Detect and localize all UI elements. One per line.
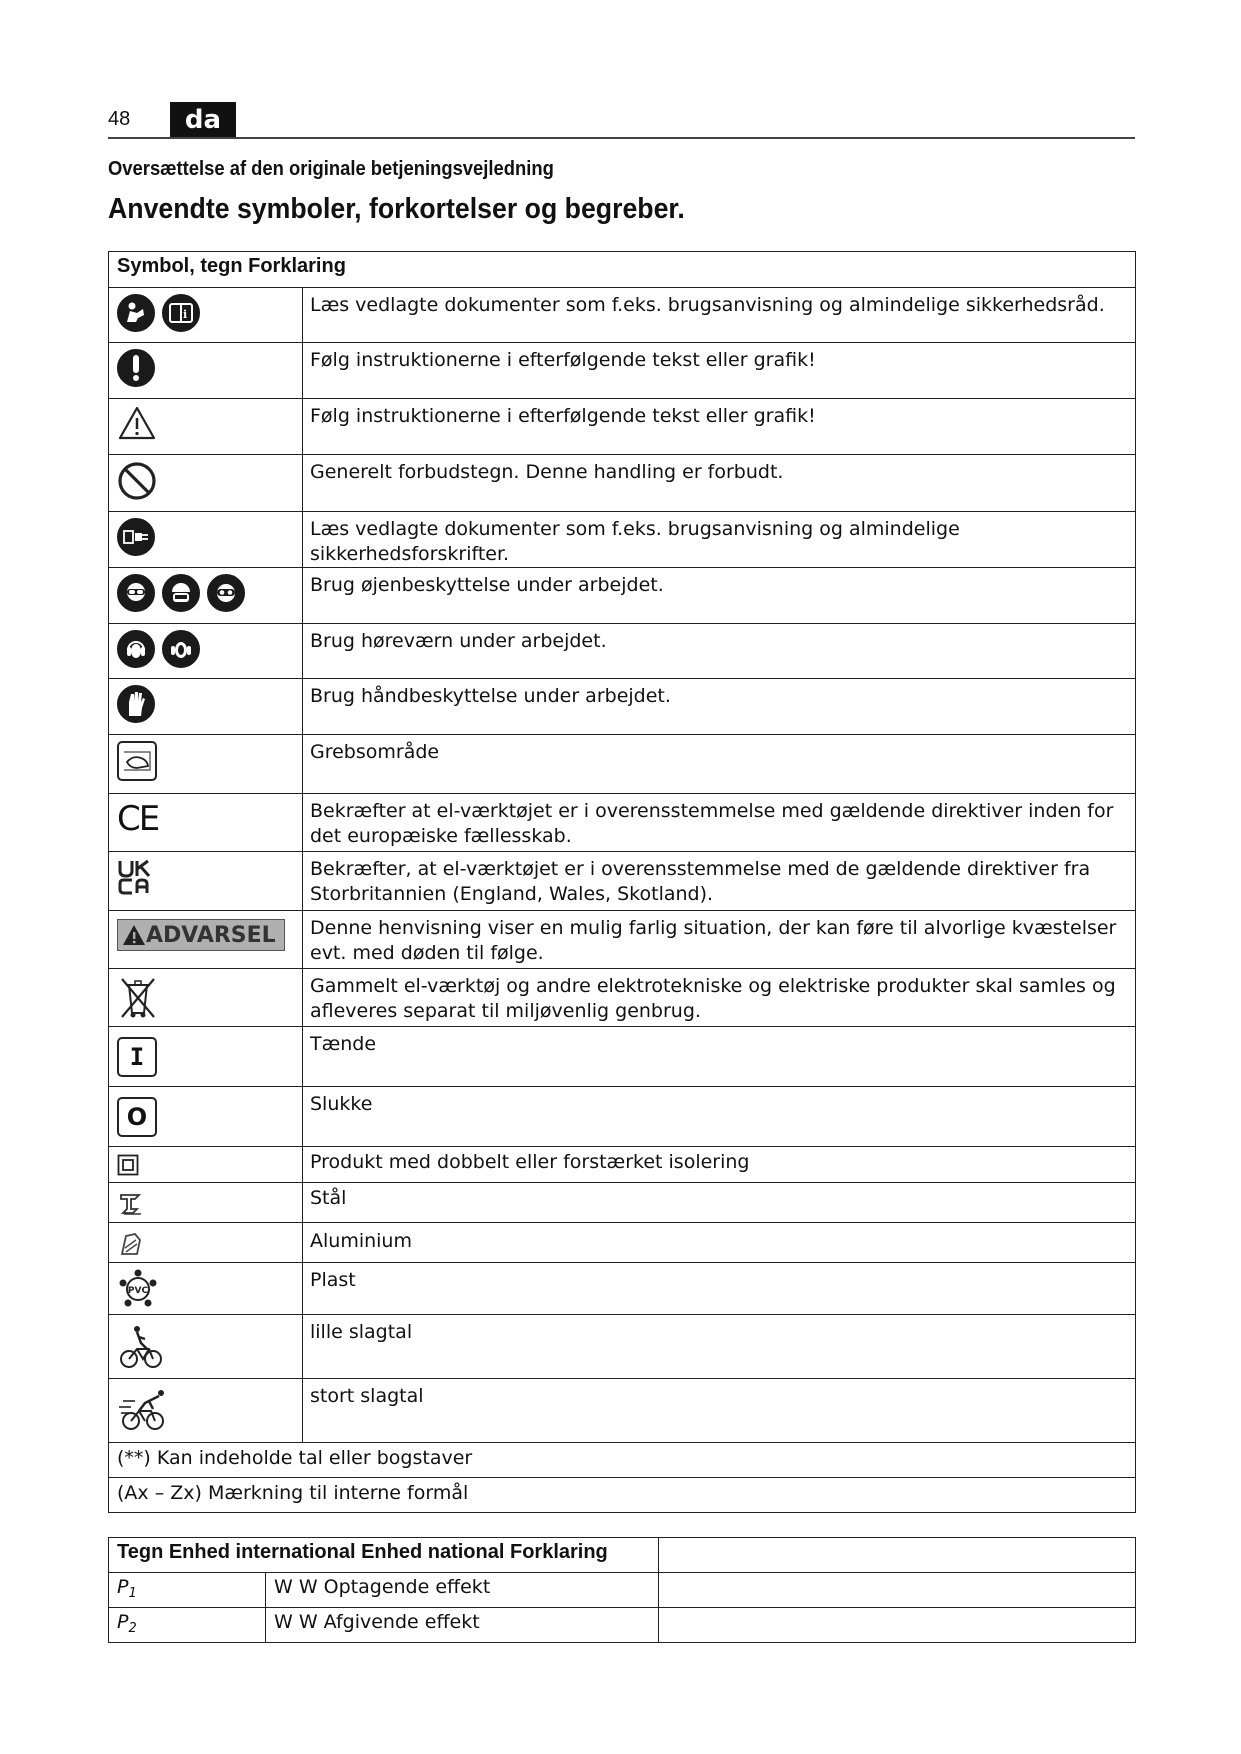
grip-area-icon bbox=[117, 741, 157, 781]
read-manual-book-icon bbox=[162, 294, 200, 332]
page-title: Anvendte symboler, forkortelser og begreber. bbox=[108, 193, 685, 225]
ukca-mark-icon bbox=[117, 858, 153, 896]
row-text: Følg instruktionerne i efterfølgende tekst eller grafik! bbox=[303, 343, 1136, 399]
steel-icon bbox=[117, 1190, 145, 1218]
power-off-icon: O bbox=[117, 1097, 157, 1137]
advarsel-label: ADVARSEL bbox=[146, 922, 276, 948]
row-text: Bekræfter at el-værktøjet er i overensstemmelse med gældende direktiver inden for det europæiske fællesskab. bbox=[303, 794, 1136, 852]
row-text: Brug øjenbeskyttelse under arbejdet. bbox=[303, 568, 1136, 624]
table-row bbox=[109, 1379, 1136, 1443]
table-row bbox=[109, 1087, 1136, 1147]
table-row bbox=[109, 1027, 1136, 1087]
units-table-header-cell: Tegn Enhed international Enhed national Forklaring bbox=[109, 1538, 659, 1573]
face-shield-icon bbox=[162, 574, 200, 612]
warning-triangle-small-icon bbox=[122, 924, 146, 946]
svg-text:i: i bbox=[183, 308, 188, 321]
table-row bbox=[109, 969, 1136, 1027]
safety-goggles-icon bbox=[207, 574, 245, 612]
table-row bbox=[109, 911, 1136, 969]
row-text: stort slagtal bbox=[303, 1379, 1136, 1443]
table-row bbox=[109, 399, 1136, 455]
power-on-icon: I bbox=[117, 1037, 157, 1077]
read-manual-person-icon bbox=[117, 294, 155, 332]
row-text: Aluminium bbox=[303, 1223, 1136, 1263]
symbols-table-header bbox=[109, 252, 1136, 288]
row-text: Læs vedlagte dokumenter som f.eks. brugsanvisning og almindelige sikkerhedsforskrifter. bbox=[303, 512, 1136, 568]
table-row bbox=[109, 624, 1136, 679]
hand-protection-icon bbox=[117, 685, 155, 723]
note-text: (Ax – Zx) Mærkning til interne formål bbox=[109, 1478, 1136, 1513]
page-number: 48 bbox=[108, 108, 131, 130]
unit-row-text: W W Optagende effekt bbox=[266, 1573, 659, 1608]
weee-bin-icon bbox=[117, 975, 159, 1019]
document-subtitle: Oversættelse af den originale betjeningsvejledning bbox=[108, 158, 554, 180]
unit-sign: $P_2$ bbox=[109, 1608, 266, 1643]
row-text: Brug høreværn under arbejdet. bbox=[303, 624, 1136, 679]
unit-sign: $P_1$ bbox=[109, 1573, 266, 1608]
symbols-table bbox=[108, 251, 1136, 1513]
row-text: Følg instruktionerne i efterfølgende tekst eller grafik! bbox=[303, 399, 1136, 455]
row-text: Gammelt el-værktøj og andre elektrotekniske og elektriske produkter skal samles og afleveres separat til miljøvenlig genbrug. bbox=[303, 969, 1136, 1027]
table-row bbox=[109, 455, 1136, 512]
prohibition-icon bbox=[117, 461, 157, 501]
row-text: Denne henvisning viser en mulig farlig situation, der kan føre til alvorlige kvæstelser evt. med døden til følge. bbox=[303, 911, 1136, 969]
table-row bbox=[109, 288, 1136, 343]
row-text: Brug håndbeskyttelse under arbejdet. bbox=[303, 679, 1136, 735]
row-text: Generelt forbudstegn. Denne handling er forbudt. bbox=[303, 455, 1136, 512]
ear-muffs-icon bbox=[117, 630, 155, 668]
table-row bbox=[109, 1573, 1136, 1608]
ce-mark-icon: CE bbox=[117, 799, 159, 839]
unplug-icon bbox=[117, 518, 155, 556]
low-speed-bike-icon bbox=[117, 1323, 165, 1371]
row-text: Stål bbox=[303, 1183, 1136, 1223]
mandatory-exclamation-icon bbox=[117, 349, 155, 387]
language-badge: da bbox=[170, 102, 236, 138]
row-text: Plast bbox=[303, 1263, 1136, 1315]
row-text: Grebsområde bbox=[303, 735, 1136, 794]
table-row bbox=[109, 679, 1136, 735]
table-row bbox=[109, 1315, 1136, 1379]
note-text: (**) Kan indeholde tal eller bogstaver bbox=[109, 1443, 1136, 1478]
table-row bbox=[109, 794, 1136, 852]
table-row bbox=[109, 1263, 1136, 1315]
row-text: Tænde bbox=[303, 1027, 1136, 1087]
table-row bbox=[109, 512, 1136, 568]
table-row bbox=[109, 568, 1136, 624]
table-row bbox=[109, 343, 1136, 399]
aluminium-icon bbox=[117, 1230, 145, 1258]
table-row bbox=[109, 1147, 1136, 1183]
unit-row-text: W W Afgivende effekt bbox=[266, 1608, 659, 1643]
symbols-table-header-cell: Symbol, tegn Forklaring bbox=[109, 252, 1136, 288]
warning-triangle-icon bbox=[117, 405, 157, 441]
row-text: Produkt med dobbelt eller forstærket isolering bbox=[303, 1147, 1136, 1183]
pvc-label: PVC bbox=[127, 1286, 149, 1296]
table-row bbox=[109, 1183, 1136, 1223]
eye-protection-icon bbox=[117, 574, 155, 612]
advarsel-warning-badge bbox=[117, 919, 285, 951]
high-speed-bike-icon bbox=[117, 1385, 173, 1433]
row-text: lille slagtal bbox=[303, 1315, 1136, 1379]
table-row bbox=[109, 1478, 1136, 1513]
table-row bbox=[109, 852, 1136, 911]
row-text: Slukke bbox=[303, 1087, 1136, 1147]
plastic-pvc-icon bbox=[117, 1269, 159, 1309]
units-table bbox=[108, 1537, 1136, 1643]
table-row bbox=[109, 1443, 1136, 1478]
double-insulation-icon bbox=[117, 1154, 139, 1176]
row-text: Læs vedlagte dokumenter som f.eks. brugsanvisning og almindelige sikkerhedsråd. bbox=[303, 288, 1136, 343]
table-row bbox=[109, 1608, 1136, 1643]
units-table-header bbox=[109, 1538, 1136, 1573]
ear-protection-icon bbox=[162, 630, 200, 668]
row-text: Bekræfter, at el-værktøjet er i overensstemmelse med de gældende direktiver fra Storbritannien (England, Wales, Skotland). bbox=[303, 852, 1136, 911]
header-rule bbox=[108, 137, 1135, 139]
table-row bbox=[109, 1223, 1136, 1263]
table-row bbox=[109, 735, 1136, 794]
